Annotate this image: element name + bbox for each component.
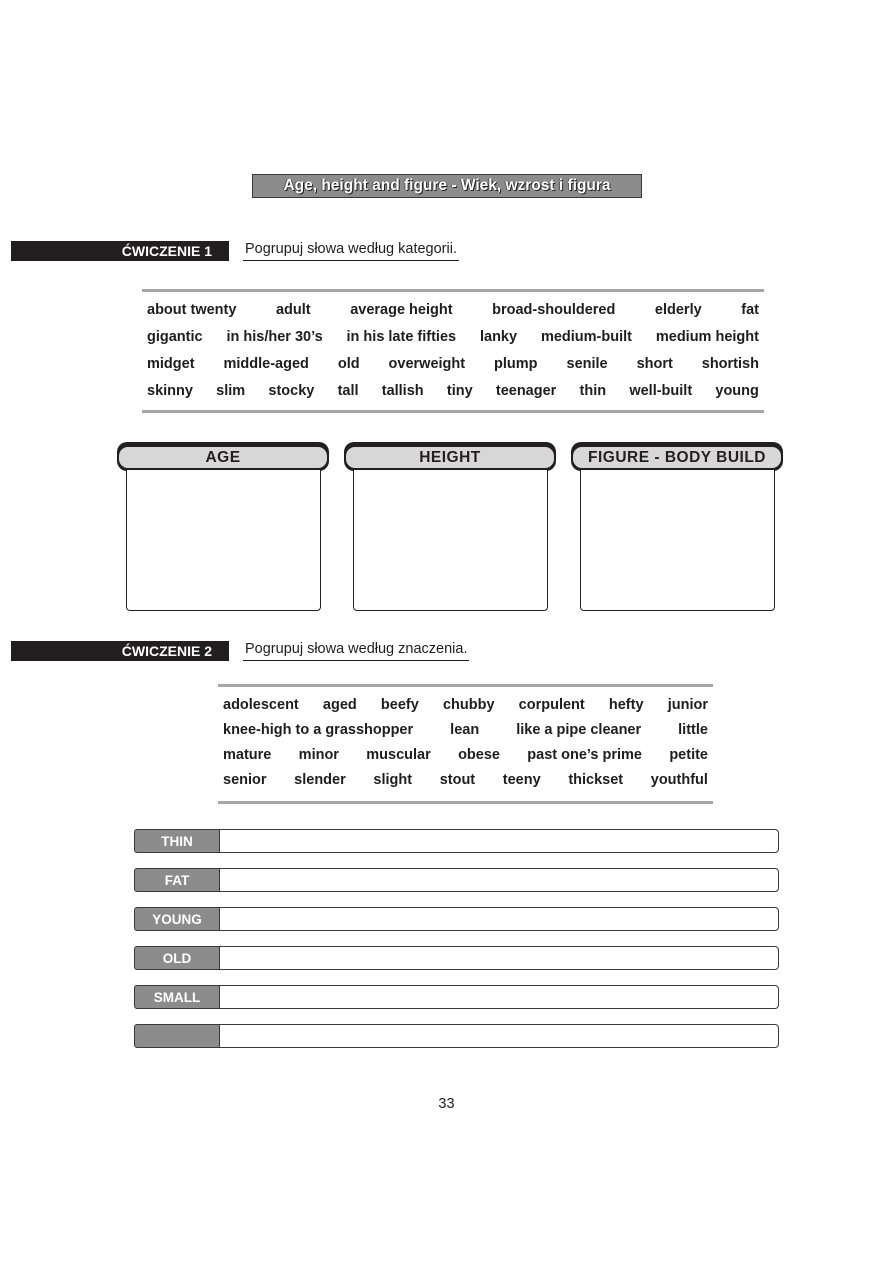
word: in his/her 30’s (226, 329, 323, 345)
word-row (218, 722, 713, 747)
synonym-answer-field[interactable] (219, 829, 779, 853)
word: knee-high to a grasshopper (223, 722, 414, 738)
word: overweight (388, 356, 466, 372)
category-answer-area[interactable] (353, 470, 548, 611)
category-label: HEIGHT (345, 446, 555, 469)
word-row (218, 747, 713, 772)
word: young (715, 383, 759, 399)
word: chubby (442, 697, 495, 713)
word: stout (439, 772, 476, 788)
word: teeny (502, 772, 541, 788)
word: corpulent (518, 697, 585, 713)
synonym-answer-field[interactable] (219, 946, 779, 970)
category-box-height (344, 442, 556, 611)
word: teenager (495, 383, 557, 399)
synonym-row-young (134, 907, 779, 931)
word: beefy (380, 697, 419, 713)
word-row (218, 772, 713, 797)
synonym-label: THIN (134, 829, 220, 853)
word-row (142, 356, 764, 383)
word: old (337, 356, 360, 372)
synonym-label: FAT (134, 868, 220, 892)
word: like a pipe cleaner (516, 722, 642, 738)
word: middle-aged (223, 356, 309, 372)
word: aged (322, 697, 357, 713)
word: past one’s prime (527, 747, 642, 763)
exercise-2-word-bank (218, 684, 713, 804)
word: medium height (655, 329, 759, 345)
word: hefty (608, 697, 644, 713)
word: senile (566, 356, 608, 372)
word: fat (741, 302, 759, 318)
exercise-2-label: ĆWICZENIE 2 (11, 641, 229, 661)
word: elderly (654, 302, 702, 318)
word: lanky (479, 329, 518, 345)
word: thin (579, 383, 607, 399)
category-answer-area[interactable] (126, 470, 321, 611)
word: mature (223, 747, 272, 763)
word: lean (450, 722, 480, 738)
synonym-answer-field[interactable] (219, 868, 779, 892)
word: plump (494, 356, 538, 372)
synonym-label: YOUNG (134, 907, 220, 931)
page-title: Age, height and figure - Wiek, wzrost i figura (252, 174, 642, 198)
synonym-row-blank (134, 1024, 779, 1048)
synonym-row-small (134, 985, 779, 1009)
word: youthful (650, 772, 708, 788)
word: senior (223, 772, 267, 788)
synonym-row-fat (134, 868, 779, 892)
synonym-row-thin (134, 829, 779, 853)
exercise-1-instruction: Pogrupuj słowa według kategorii. (243, 241, 459, 261)
word: adolescent (223, 697, 299, 713)
word: muscular (366, 747, 431, 763)
category-box-age (117, 442, 329, 611)
word-row (142, 329, 764, 356)
word: junior (667, 697, 708, 713)
category-tab (344, 442, 556, 471)
word: slim (216, 383, 246, 399)
word: tiny (446, 383, 473, 399)
word-row (142, 302, 764, 329)
word: average height (350, 302, 453, 318)
word: gigantic (147, 329, 203, 345)
word: broad-shouldered (492, 302, 616, 318)
category-tab (571, 442, 783, 471)
category-box-figure (571, 442, 783, 611)
synonym-answer-field[interactable] (219, 985, 779, 1009)
word: well-built (629, 383, 693, 399)
word: thickset (568, 772, 624, 788)
category-label: FIGURE - BODY BUILD (572, 446, 782, 469)
synonym-answer-field[interactable] (219, 907, 779, 931)
word: short (636, 356, 673, 372)
word: minor (298, 747, 339, 763)
word: shortish (701, 356, 759, 372)
word: midget (147, 356, 195, 372)
synonym-label: OLD (134, 946, 220, 970)
exercise-2-instruction: Pogrupuj słowa według znaczenia. (243, 641, 469, 661)
word-row (218, 697, 713, 722)
word: petite (669, 747, 708, 763)
word: tall (337, 383, 359, 399)
word: in his late fifties (346, 329, 457, 345)
category-tab (117, 442, 329, 471)
word: obese (458, 747, 500, 763)
category-label: AGE (118, 446, 328, 469)
word: medium-built (540, 329, 632, 345)
word: tallish (381, 383, 424, 399)
synonym-label (134, 1024, 220, 1048)
exercise-1-label: ĆWICZENIE 1 (11, 241, 229, 261)
word: skinny (147, 383, 193, 399)
category-answer-area[interactable] (580, 470, 775, 611)
synonym-answer-field[interactable] (219, 1024, 779, 1048)
synonym-label: SMALL (134, 985, 220, 1009)
page-number: 33 (438, 1096, 455, 1112)
word: adult (275, 302, 311, 318)
word: stocky (268, 383, 315, 399)
word: about twenty (147, 302, 237, 318)
exercise-1-word-bank (142, 289, 764, 413)
word: slender (294, 772, 346, 788)
word: little (678, 722, 708, 738)
synonym-row-old (134, 946, 779, 970)
word-row (142, 383, 764, 410)
word: slight (373, 772, 413, 788)
